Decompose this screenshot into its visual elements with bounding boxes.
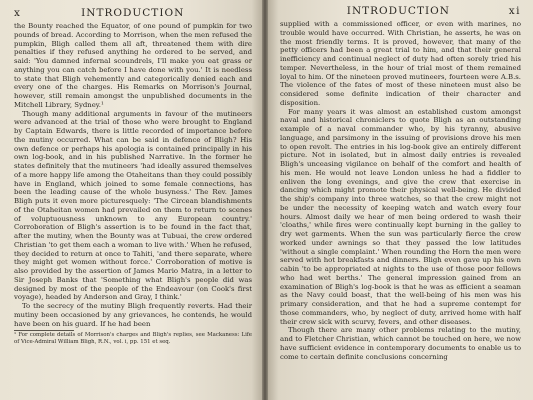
left-running-head (14, 6, 252, 21)
left-paragraph-1: the Bounty reached the Equator, of one pound of pumpkin for two pounds of bread. According to Morrison, when the men refused the pumpkin, Bligh called them all aft, threatened them with dire penalties if they refused anything he ordered to be served, and said: 'You damned infernal scoundrels, I'll make you eat grass or anything you can catch before I have done with you.' It is needless to state that Bligh vehemently and categorically denied each and every one of the charges. His Remarks on Morrison's Journal, however, still remain amongst the unpublished documents in the Mitchell Library, Sydney.¹ (14, 22, 252, 109)
left-page-number: x (14, 7, 22, 19)
left-footnote: ¹ For complete details of Morrison's charges and Bligh's replies, see Mackaness: Life of Vice-Admiral William Bligh, R.N., vol. i, pp. 151 et seq. (14, 332, 252, 345)
left-page-title: INTRODUCTION (81, 7, 185, 19)
left-page-body (14, 22, 252, 328)
right-page-body (280, 20, 521, 361)
left-paragraph-3: To the secrecy of the mutiny Bligh frequently reverts. Had their mutiny been occasioned by any grievances, he contends, he would have been on his guard. If he had been (14, 302, 252, 328)
right-running-head (280, 4, 521, 19)
right-page-title: INTRODUCTION (346, 5, 450, 17)
right-page-number: xi (508, 5, 521, 17)
right-paragraph-2: For many years it was almost an established custom amongst naval and historical chroniclers to quote Bligh as an outstanding example of a naval commander who, by his tyranny, abusive language, and parsimony in the issuing of provisions drove his men to open revolt. The entries in his log-book give an entirely different picture. Not in isolated, but in almost daily entries is revealed Bligh's unceasing vigilance on behalf of the comfort and health of his men. He would not leave London unless he had a fiddler to enliven the long evenings, and give the crew that exercise in dancing which might promote their physical well-being. He divided the ship's company into three watches, so that the crew might not be under the necessity of keeping watch and watch every four hours. Almost daily we hear of men being ordered to wash their 'cloaths,' while fires were continually kept burning in the galley to dry wet garments. When the sun was particularly fierce the crew worked under awnings so that they passed the low latitudes 'without a single complaint.' When rounding the Horn the men were served with hot breakfasts and dinners. Bligh even gave up his own cabin 'to be appropriated at nights to the use of those poor fellows who had wet berths.' The general impression gained from an examination of Bligh's log-book is that he was as efficient a seaman as the Navy could boast, that the well-being of his men was his primary consideration, and that he had a supreme contempt for those commanders, who, by neglect of duty, arrived home with half their crew sick with scurvy, fevers, and other diseases. (280, 107, 521, 326)
left-page (0, 0, 262, 400)
right-paragraph-1: supplied with a commissioned officer, or even with marines, no trouble would have occurred. With Christian, he asserts, he was on the most friendly terms. It is proved, however, that many of the petty officers had been a great trial to him, and that their general inefficiency and continual neglect of duty had often sorely tried his temper. Nevertheless, in the hour of trial most of them remained loyal to him. Of the nineteen proved mutineers, fourteen were A.B.s. The violence of the fates of most of these nineteen must also be considered some definite indication of their character and disposition. (280, 20, 521, 107)
right-page (268, 0, 533, 400)
right-paragraph-3: Though there are many other problems relating to the mutiny, and to Fletcher Christian, which cannot be touched on here, we now have sufficient evidence in contemporary documents to enable us to come to certain definite conclusions concerning (280, 326, 521, 361)
left-paragraph-2: Though many additional arguments in favour of the mutineers were advanced at the trial of those who were brought to England by Captain Edwards, there is little recorded of importance before the mutiny occurred. What can be said in defence of Bligh? His own defence or perhaps his apologia is contained principally in his own log-book, and in his published Narrative. In the former he states definitely that the mutineers 'had ideally assured themselves of a more happy life among the Otaheitans than they could possibly have in England, which joined to some female connections, has been the leading cause of the whole busyness.' The Rev. James Bligh puts it even more picturesquely: 'The Circean blandishments of the Otaheitan women had prevailed on them to return to scenes of voluptuousness unknown to any European country.' Corroboration of Bligh's assertion is to be found in the fact that, after the mutiny, when the Bounty was at Tubuai, the crew ordered Christian 'to get them each a woman to live with.' When he refused, they decided to return at once to Tahiti, 'and there separate, where they might get women without force.' Corroboration of motive is also provided by the assertion of James Mario Matra, in a letter to Sir Joseph Banks that 'Something what Bligh's people did was designed by most of the people of the Endeavour (on Cook's first voyage), headed by Anderson and Gray, I think.' (14, 109, 252, 302)
